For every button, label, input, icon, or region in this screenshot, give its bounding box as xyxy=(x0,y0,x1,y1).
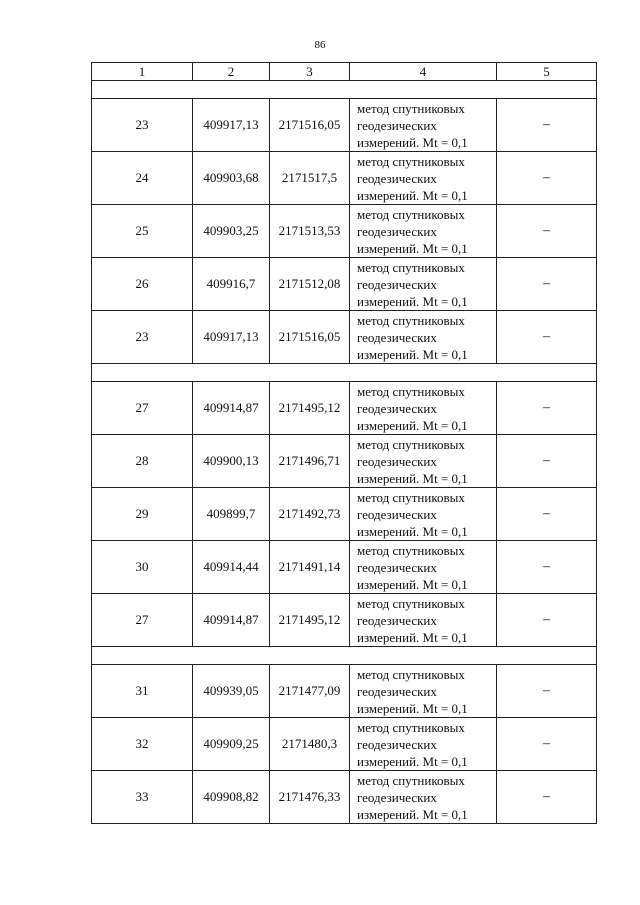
point-number-cell: 28 xyxy=(92,435,193,488)
y-coordinate-cell: 2171513,53 xyxy=(270,205,350,258)
y-coordinate-cell: 2171495,12 xyxy=(270,594,350,647)
x-coordinate-cell: 409899,7 xyxy=(193,488,270,541)
method-line: измерений. Mt = 0,1 xyxy=(357,753,468,769)
method-cell xyxy=(350,258,497,311)
x-coordinate-cell: 409917,13 xyxy=(193,311,270,364)
method-line: измерений. Mt = 0,1 xyxy=(357,293,468,309)
method-line: метод спутниковых xyxy=(357,719,465,735)
point-number-cell: 27 xyxy=(92,594,193,647)
method-line: геодезических xyxy=(357,559,437,575)
method-line: метод спутниковых xyxy=(357,595,465,611)
y-coordinate-cell: 2171476,33 xyxy=(270,771,350,824)
group-separator-cell xyxy=(92,364,597,382)
point-number-cell: 31 xyxy=(92,665,193,718)
y-coordinate-cell: 2171495,12 xyxy=(270,382,350,435)
y-coordinate-cell: 2171516,05 xyxy=(270,311,350,364)
y-coordinate-cell: 2171477,09 xyxy=(270,665,350,718)
method-cell xyxy=(350,594,497,647)
method-cell xyxy=(350,99,497,152)
y-coordinate-cell: 2171492,73 xyxy=(270,488,350,541)
table-row xyxy=(92,99,597,152)
method-line: измерений. Mt = 0,1 xyxy=(357,576,468,592)
x-coordinate-cell: 409909,25 xyxy=(193,718,270,771)
x-coordinate-cell: 409900,13 xyxy=(193,435,270,488)
note-cell: – xyxy=(497,152,597,205)
note-cell: – xyxy=(497,665,597,718)
method-line: метод спутниковых xyxy=(357,153,465,169)
table-row xyxy=(92,488,597,541)
method-line: метод спутниковых xyxy=(357,772,465,788)
method-line: измерений. Mt = 0,1 xyxy=(357,806,468,822)
method-line: измерений. Mt = 0,1 xyxy=(357,240,468,256)
method-line: метод спутниковых xyxy=(357,489,465,505)
method-line: геодезических xyxy=(357,400,437,416)
method-line: геодезических xyxy=(357,683,437,699)
method-line: геодезических xyxy=(357,453,437,469)
note-cell: – xyxy=(497,771,597,824)
method-line: измерений. Mt = 0,1 xyxy=(357,187,468,203)
x-coordinate-cell: 409914,87 xyxy=(193,382,270,435)
method-line: измерений. Mt = 0,1 xyxy=(357,700,468,716)
group-separator-row xyxy=(92,364,597,382)
method-line: геодезических xyxy=(357,506,437,522)
method-line: геодезических xyxy=(357,117,437,133)
method-cell xyxy=(350,205,497,258)
y-coordinate-cell: 2171517,5 xyxy=(270,152,350,205)
note-cell: – xyxy=(497,311,597,364)
point-number-cell: 30 xyxy=(92,541,193,594)
table-row xyxy=(92,435,597,488)
method-line: метод спутниковых xyxy=(357,383,465,399)
method-line: геодезических xyxy=(357,329,437,345)
point-number-cell: 23 xyxy=(92,311,193,364)
table-row xyxy=(92,665,597,718)
method-line: измерений. Mt = 0,1 xyxy=(357,470,468,486)
method-line: метод спутниковых xyxy=(357,206,465,222)
method-line: геодезических xyxy=(357,736,437,752)
table-row xyxy=(92,771,597,824)
x-coordinate-cell: 409903,68 xyxy=(193,152,270,205)
header-row xyxy=(92,63,597,81)
page-number: 86 xyxy=(314,39,326,51)
x-coordinate-cell: 409908,82 xyxy=(193,771,270,824)
method-line: геодезических xyxy=(357,170,437,186)
y-coordinate-cell: 2171516,05 xyxy=(270,99,350,152)
coordinates-table xyxy=(91,62,597,824)
method-cell xyxy=(350,541,497,594)
method-line: измерений. Mt = 0,1 xyxy=(357,346,468,362)
point-number-cell: 24 xyxy=(92,152,193,205)
table-body xyxy=(92,81,597,824)
point-number-cell: 25 xyxy=(92,205,193,258)
note-cell: – xyxy=(497,541,597,594)
table-row xyxy=(92,718,597,771)
point-number-cell: 32 xyxy=(92,718,193,771)
table-row xyxy=(92,382,597,435)
method-line: измерений. Mt = 0,1 xyxy=(357,523,468,539)
point-number-cell: 23 xyxy=(92,99,193,152)
note-cell: – xyxy=(497,488,597,541)
method-line: метод спутниковых xyxy=(357,312,465,328)
note-cell: – xyxy=(497,382,597,435)
method-line: измерений. Mt = 0,1 xyxy=(357,629,468,645)
y-coordinate-cell: 2171491,14 xyxy=(270,541,350,594)
group-separator-row xyxy=(92,647,597,665)
method-cell xyxy=(350,152,497,205)
note-cell: – xyxy=(497,258,597,311)
method-cell xyxy=(350,718,497,771)
y-coordinate-cell: 2171496,71 xyxy=(270,435,350,488)
point-number-cell: 29 xyxy=(92,488,193,541)
method-cell xyxy=(350,488,497,541)
header-cell-3: 3 xyxy=(270,63,350,81)
method-line: метод спутниковых xyxy=(357,436,465,452)
header-cell-4: 4 xyxy=(350,63,497,81)
table-row xyxy=(92,594,597,647)
x-coordinate-cell: 409903,25 xyxy=(193,205,270,258)
x-coordinate-cell: 409914,87 xyxy=(193,594,270,647)
method-line: метод спутниковых xyxy=(357,259,465,275)
x-coordinate-cell: 409916,7 xyxy=(193,258,270,311)
x-coordinate-cell: 409939,05 xyxy=(193,665,270,718)
method-line: метод спутниковых xyxy=(357,542,465,558)
table-row xyxy=(92,258,597,311)
note-cell: – xyxy=(497,594,597,647)
point-number-cell: 33 xyxy=(92,771,193,824)
group-separator-cell xyxy=(92,81,597,99)
table-row xyxy=(92,205,597,258)
point-number-cell: 26 xyxy=(92,258,193,311)
method-cell xyxy=(350,665,497,718)
header-cell-2: 2 xyxy=(193,63,270,81)
method-line: метод спутниковых xyxy=(357,100,465,116)
method-cell xyxy=(350,435,497,488)
header-cell-1: 1 xyxy=(92,63,193,81)
y-coordinate-cell: 2171480,3 xyxy=(270,718,350,771)
y-coordinate-cell: 2171512,08 xyxy=(270,258,350,311)
method-line: геодезических xyxy=(357,612,437,628)
note-cell: – xyxy=(497,99,597,152)
table-row xyxy=(92,152,597,205)
method-line: геодезических xyxy=(357,223,437,239)
method-line: геодезических xyxy=(357,789,437,805)
point-number-cell: 27 xyxy=(92,382,193,435)
table-row xyxy=(92,311,597,364)
method-line: геодезических xyxy=(357,276,437,292)
x-coordinate-cell: 409914,44 xyxy=(193,541,270,594)
method-line: измерений. Mt = 0,1 xyxy=(357,417,468,433)
method-line: измерений. Mt = 0,1 xyxy=(357,134,468,150)
method-cell xyxy=(350,771,497,824)
method-cell xyxy=(350,311,497,364)
group-separator-row xyxy=(92,81,597,99)
note-cell: – xyxy=(497,205,597,258)
method-line: метод спутниковых xyxy=(357,666,465,682)
header-cell-5: 5 xyxy=(497,63,597,81)
method-cell xyxy=(350,382,497,435)
x-coordinate-cell: 409917,13 xyxy=(193,99,270,152)
note-cell: – xyxy=(497,718,597,771)
table-row xyxy=(92,541,597,594)
group-separator-cell xyxy=(92,647,597,665)
note-cell: – xyxy=(497,435,597,488)
